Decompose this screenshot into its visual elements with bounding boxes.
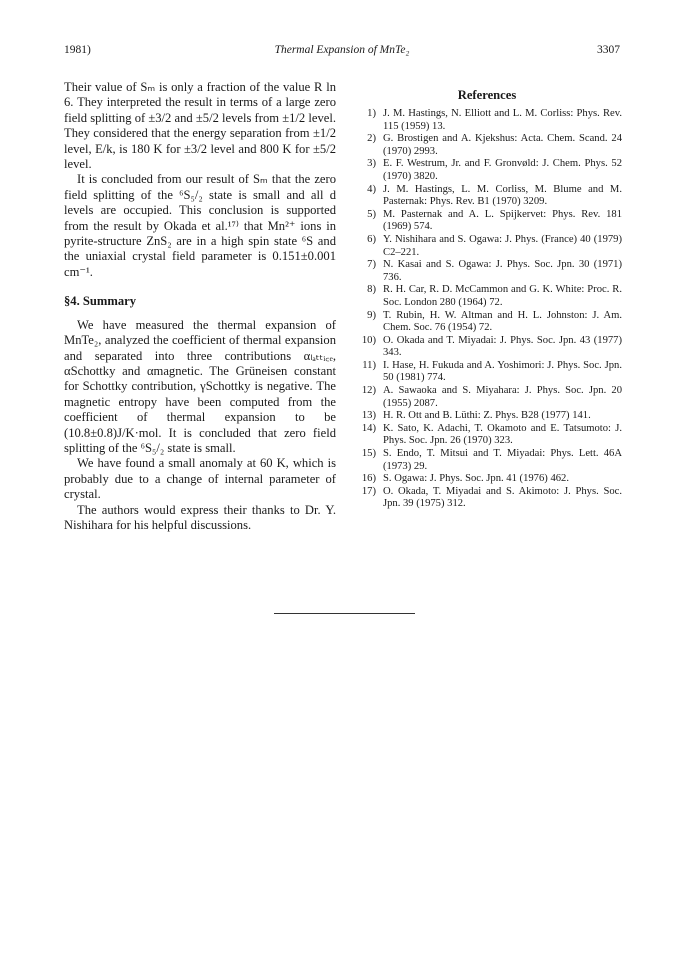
reference-item <box>352 184 622 209</box>
paragraph-3: We have measured the thermal expansion of MnTe₂, analyzed the coefficient of thermal expansion and separated into three contributions αₗₐₜₜᵢ꜀ₑ, αSchottky and αmagnetic. The Grüneisen constant for Schottky contribution, γSchottky is negative. The magnetic entropy have been computed from the coefficient of thermal expansion to be (10.8±0.8)J/K·mol. It is concluded that zero field splitting of the ⁶S₅/₂ state is small. <box>64 317 336 455</box>
reference-text: A. Sawaoka and S. Miyahara: J. Phys. Soc. Jpn. 20 (1955) 2087. <box>383 385 622 409</box>
reference-item <box>352 310 622 335</box>
reference-number: 15) <box>361 448 376 460</box>
reference-item <box>352 284 622 309</box>
reference-text: R. H. Car, R. D. McCammon and G. K. White: Proc. R. Soc. London 280 (1964) 72. <box>383 284 622 308</box>
reference-number: 16) <box>361 473 376 485</box>
reference-number: 12) <box>361 385 376 397</box>
reference-text: S. Ogawa: J. Phys. Soc. Jpn. 41 (1976) 462. <box>383 473 569 485</box>
reference-text: G. Brostigen and A. Kjekshus: Acta. Chem. Scand. 24 (1970) 2993. <box>383 133 622 157</box>
reference-item <box>352 259 622 284</box>
reference-text: J. M. Hastings, N. Elliott and L. M. Corliss: Phys. Rev. 115 (1959) 13. <box>383 108 622 132</box>
reference-number: 13) <box>361 410 376 422</box>
references-heading: References <box>457 88 517 102</box>
reference-number: 5) <box>367 208 376 220</box>
reference-item <box>352 410 622 423</box>
reference-item <box>352 209 622 234</box>
references-section <box>352 80 622 511</box>
reference-item <box>352 133 622 158</box>
running-title: Thermal Expansion of MnTe₂ <box>274 44 410 56</box>
reference-item <box>352 448 622 473</box>
reference-text: O. Okada and T. Miyadai: J. Phys. Soc. Jpn. 43 (1977) 343. <box>383 334 622 359</box>
paragraph-1: Their value of Sₘ is only a fraction of the value R ln 6. They interpreted the result in terms of a large zero field splitting of ±3/2 and ±5/2 levels from ±1/2 level. They considered that the energy separation from ±1/2 level, E/k, is 180 K for ±3/2 level and 800 K for ±5/2 level. <box>64 80 336 172</box>
reference-text: E. F. Westrum, Jr. and F. Gronvøld: J. Chem. Phys. 52 (1970) 3820. <box>383 158 622 182</box>
reference-text: N. Kasai and S. Ogawa: J. Phys. Soc. Jpn. 30 (1971) 736. <box>383 259 622 283</box>
reference-number: 14) <box>361 422 376 434</box>
reference-item <box>352 335 622 360</box>
reference-text: K. Sato, K. Adachi, T. Okamoto and E. Tatsumoto: J. Phys. Soc. Jpn. 26 (1970) 323. <box>383 422 622 447</box>
reference-number: 17) <box>361 485 376 497</box>
reference-number: 11) <box>362 359 376 371</box>
reference-number: 6) <box>367 233 376 245</box>
reference-item <box>352 385 622 410</box>
reference-item <box>352 158 622 183</box>
reference-number: 3) <box>367 158 376 170</box>
reference-number: 7) <box>367 259 376 271</box>
reference-number: 4) <box>367 183 376 195</box>
reference-item <box>352 423 622 448</box>
section-heading-summary: §4. Summary <box>64 294 137 309</box>
reference-item <box>352 360 622 385</box>
page-number: 3307 <box>597 44 620 56</box>
paragraph-4: We have found a small anomaly at 60 K, which is probably due to a change of internal parameter of crystal. <box>64 456 336 502</box>
reference-item <box>352 473 622 486</box>
reference-number: 1) <box>367 108 376 119</box>
left-column <box>64 80 336 533</box>
end-rule <box>274 613 415 614</box>
paragraph-5: The authors would express their thanks to Dr. Y. Nishihara for his helpful discussions. <box>64 502 336 532</box>
reference-text: H. R. Ott and B. Lüthi: Z. Phys. B28 (1977) 141. <box>383 410 591 422</box>
reference-item <box>352 486 622 511</box>
reference-text: M. Pasternak and A. L. Spijkervet: Phys. Rev. 181 (1969) 574. <box>383 208 622 233</box>
reference-text: I. Hase, H. Fukuda and A. Yoshimori: J. Phys. Soc. Jpn. 50 (1981) 774. <box>383 359 622 384</box>
header-year: 1981) <box>64 44 91 56</box>
reference-list <box>352 108 622 511</box>
reference-text: S. Endo, T. Mitsui and T. Miyadai: Phys. Lett. 46A (1973) 29. <box>383 448 622 472</box>
reference-number: 9) <box>367 309 376 321</box>
reference-text: T. Rubin, H. W. Altman and H. L. Johnston: J. Am. Chem. Soc. 76 (1954) 72. <box>383 309 622 334</box>
reference-text: O. Okada, T. Miyadai and S. Akimoto: J. Phys. Soc. Jpn. 39 (1975) 312. <box>383 485 622 510</box>
reference-text: Y. Nishihara and S. Ogawa: J. Phys. (France) 40 (1979) C2–221. <box>383 233 622 258</box>
reference-text: J. M. Hastings, L. M. Corliss, M. Blume and M. Pasternak: Phys. Rev. B1 (1970) 3209. <box>383 183 622 208</box>
reference-item <box>352 108 622 133</box>
reference-number: 10) <box>361 334 376 346</box>
page-header <box>64 44 620 60</box>
paragraph-2: It is concluded from our result of Sₘ that the zero field splitting of the ⁶S₅/₂ state is small and all d levels are occupied. This conclusion is supported from the result by Okada et al.¹⁷⁾ that Mn²⁺ ions in pyrite-structure ZnS₂ are in a high spin state ⁶S and the uniaxial crystal field parameter is 0.151±0.001 cm⁻¹. <box>64 172 336 279</box>
reference-number: 8) <box>367 284 376 296</box>
reference-number: 2) <box>367 133 376 145</box>
reference-item <box>352 234 622 259</box>
